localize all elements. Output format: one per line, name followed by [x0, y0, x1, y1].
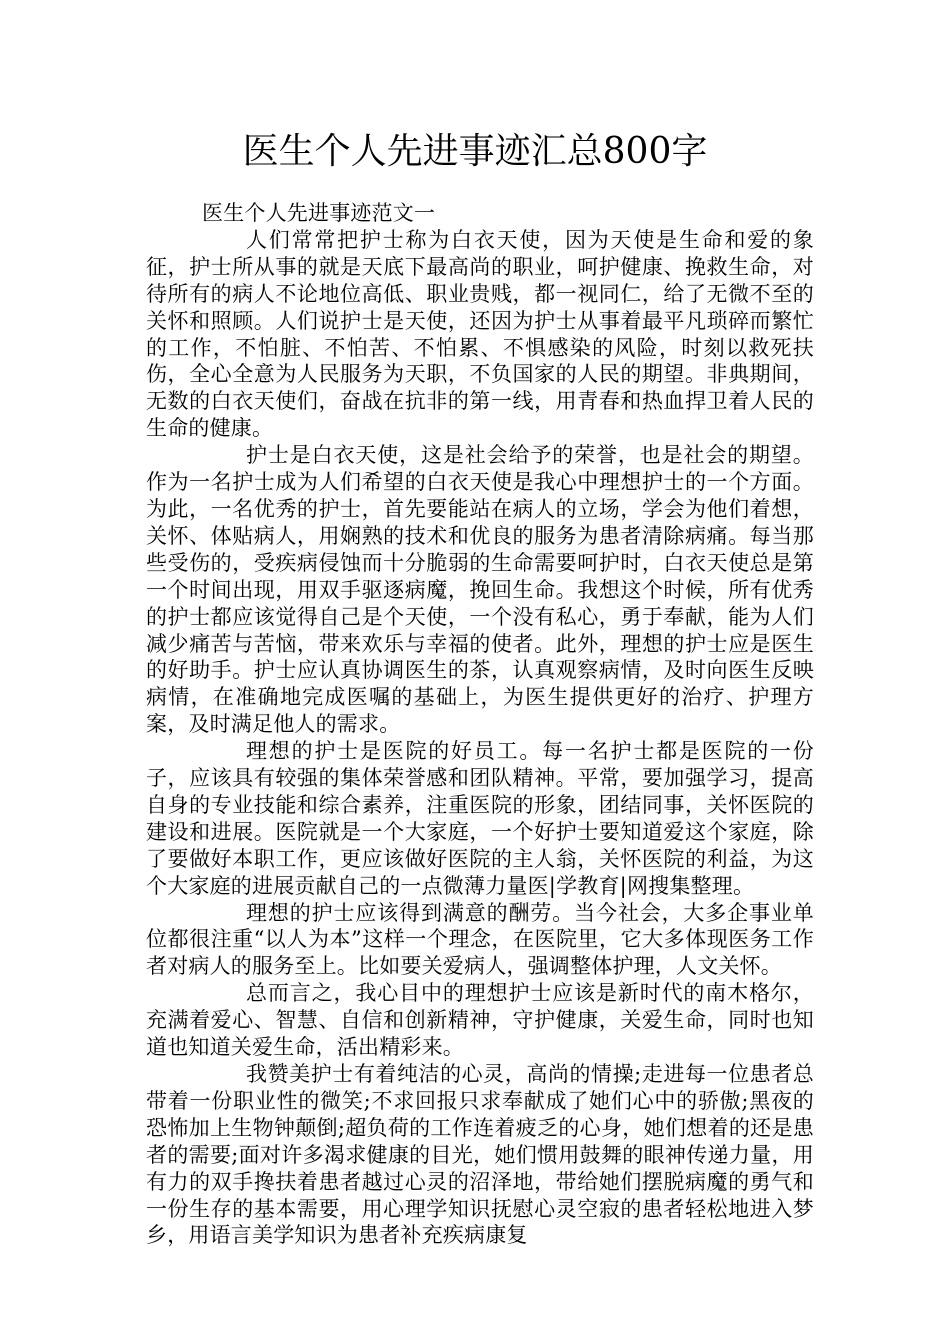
section-subtitle: 医生个人先进事迹范文一 [202, 201, 436, 225]
paragraph-1: 人们常常把护士称为白衣天使，因为天使是生命和爱的象征，护士所从事的就是天底下最高尚的职业，呵护健康、挽救生命，对待所有的病人不论地位高低、职业贵贱，都一视同仁，给了无微不至的关怀和照顾。人们说护士是天使，还因为护士从事着最平凡琐碎而繁忙的工作，不怕脏、不怕苦、不怕累、不惧感染的风险，时刻以救死扶伤，全心全意为人民服务为天职，不负国家的人民的期望。非典期间，无数的白衣天使们，奋战在抗非的第一线，用青春和热血捍卫着人民的生命的健康。 [146, 227, 814, 441]
document-title: 医生个人先进事迹汇总800字 [242, 131, 708, 172]
paragraph-2: 护士是白衣天使，这是社会给予的荣誉，也是社会的期望。作为一名护士成为人们希望的白衣天使是我心中理想护士的一个方面。为此，一名优秀的护士，首先要能站在病人的立场，学会为他们着想，关怀、体贴病人，用娴熟的技术和优良的服务为患者清除病痛。每当那些受伤的，受疾病侵蚀而十分脆弱的生命需要呵护时，白衣天使总是第一个时间出现，用双手驱逐病魔，挽回生命。我想这个时候，所有优秀的护士都应该觉得自己是个天使，一个没有私心，勇于奉献，能为人们减少痛苦与苦恼，带来欢乐与幸福的使者。此外，理想的护士应是医生的好助手。护士应认真协调医生的茶，认真观察病情，及时向医生反映病情，在准确地完成医嘱的基础上，为医生提供更好的治疗、护理方案，及时满足他人的需求。 [146, 443, 814, 737]
document-body [146, 200, 814, 1249]
paragraph-3: 理想的护士是医院的好员工。每一名护士都是医院的一份子，应该具有较强的集体荣誉感和团队精神。平常，要加强学习，提高自身的专业技能和综合素养，注重医院的形象，团结同事，关怀医院的建设和进展。医院就是一个大家庭，一个好护士要知道爱这个家庭，除了要做好本职工作，更应该做好医院的主人翁，关怀医院的利益，为这个大家庭的进展贡献自己的一点微薄力量医|学教育|网搜集整理。 [146, 739, 814, 898]
paragraph-6: 我赞美护士有着纯洁的心灵，高尚的情操;走进每一位患者总带着一份职业性的微笑;不求回报只求奉献成了她们心中的骄傲;黑夜的恐怖加上生物钟颠倒;超负荷的工作连着疲乏的心身，她们想着的还是患者的需要;面对许多渴求健康的目光，她们惯用鼓舞的眼神传递力量，用有力的双手搀扶着患者越过心灵的沼泽地，带给她们摆脱病魔的勇气和一份生存的基本需要，用心理学知识抚慰心灵空寂的患者轻松地进入梦乡，用语言美学知识为患者补充疾病康复 [146, 1062, 814, 1248]
paragraph-4: 理想的护士应该得到满意的酬劳。当今社会，大多企事业单位都很注重“以人为本”这样一个理念，在医院里，它大多体现医务工作者对病人的服务至上。比如要关爱病人，强调整体护理，人文关怀。 [146, 900, 814, 979]
paragraph-5: 总而言之，我心目中的理想护士应该是新时代的南木格尔，充满着爱心、智慧、自信和创新精神，守护健康，关爱生命，同时也知道也知道关爱生命，活出精彩来。 [146, 981, 814, 1060]
